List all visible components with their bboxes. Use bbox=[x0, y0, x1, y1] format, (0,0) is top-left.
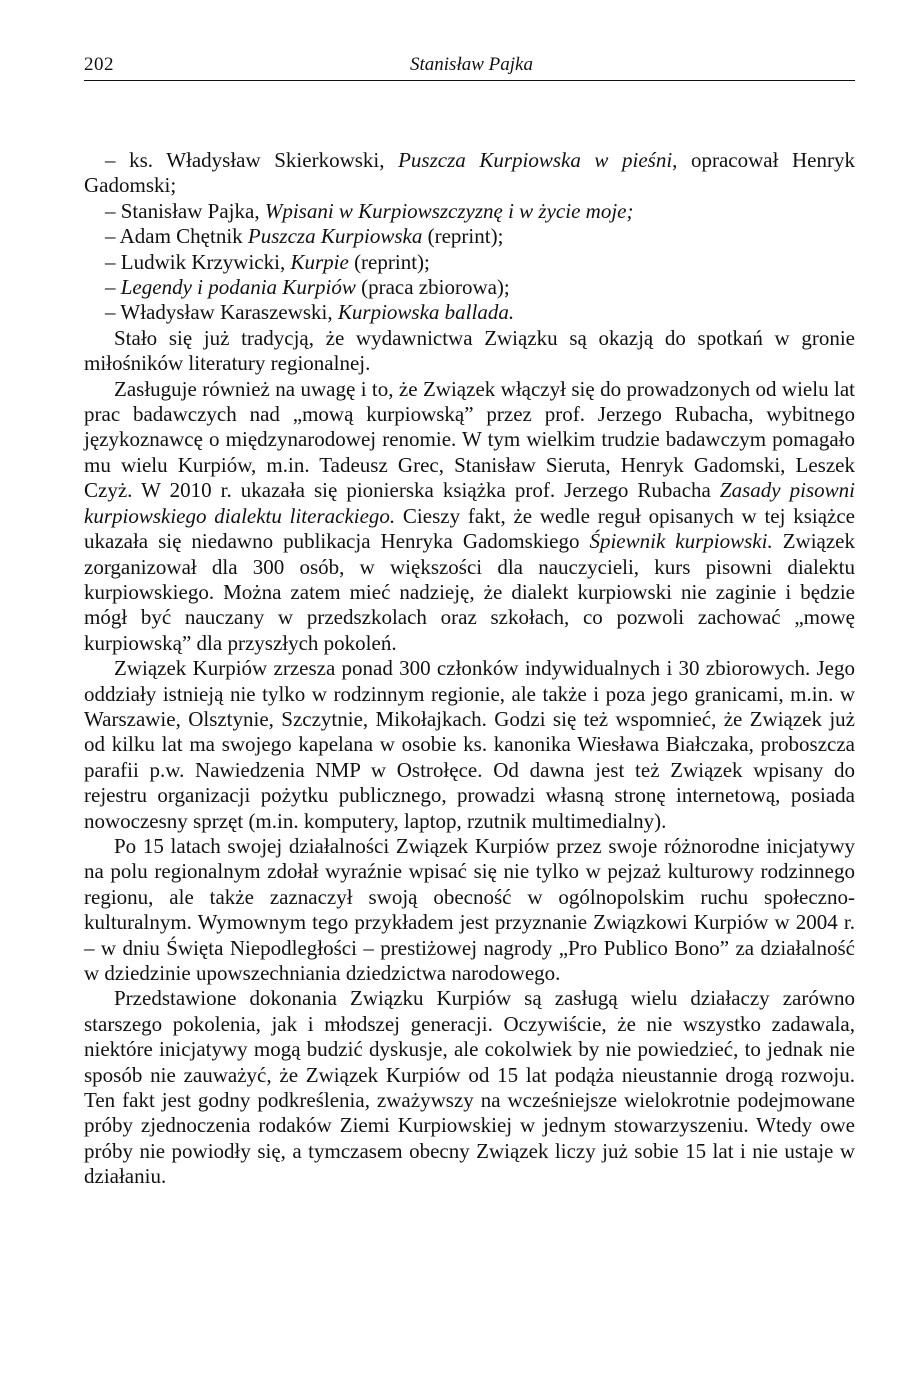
list-item: – Adam Chętnik Puszcza Kurpiowska (reprint); bbox=[105, 224, 504, 249]
paragraph: Stało się już tradycją, że wydawnictwa Związku są okazją do spotkań w gronie miłośników literatury regionalnej. bbox=[84, 325, 855, 376]
list-item: – Ludwik Krzywicki, Kurpie (reprint); bbox=[105, 249, 430, 274]
list-item: – ks. Władysław Skierkowski, Puszcza Kurpiowska w pieśni, opracował Henryk Gadomski; bbox=[84, 148, 855, 198]
page-header bbox=[84, 50, 855, 81]
list-item: – Stanisław Pajka, Wpisani w Kurpiowszczyznę i w życie moje; bbox=[105, 198, 634, 223]
publication-list bbox=[84, 148, 855, 326]
page bbox=[84, 50, 855, 1189]
paragraph: Po 15 latach swojej działalności Związek Kurpiów przez swoje różnorodne inicjatywy na polu regionalnym zdołał wyraźnie wpisać się nie tylko w pejzaż kulturowy rodzinnego regionu, ale także zaznaczył swoją obecność w ogólnopolskim ruchu społeczno-kulturalnym. Wymownym tego przykładem jest przyznanie Związkowi Kurpiów w 2004 r. – w dniu Święta Niepodległości – prestiżowej nagrody „Pro Publico Bono” za działalność w dziedzinie upowszechniania dziedzictwa narodowego. bbox=[84, 833, 855, 985]
article-body bbox=[84, 148, 855, 1190]
paragraph: Zasługuje również na uwagę i to, że Związek włączył się do prowadzonych od wielu lat prac badawczych nad „mową kurpiowską” przez prof. Jerzego Rubacha, wybitnego językoznawcę o międzynarodowej renomie. W tym wielkim trudzie badawczym pomagało mu wielu Kurpiów, m.in. Tadeusz Grec, Stanisław Sieruta, Henryk Gadomski, Leszek Czyż. W 2010 r. ukazała się pionierska książka prof. Jerzego Rubacha Zasady pisowni kurpiowskiego dialektu literackiego. Cieszy fakt, że wedle reguł opisanych w tej książce ukazała się niedawno publikacja Henryka Gadomskiego Śpiewnik kurpiowski. Związek zorganizował dla 300 osób, w większości dla nauczycieli, kurs pisowni dialektu kurpiowskiego. Można zatem mieć nadzieję, że dialekt kurpiowski nie zaginie i będzie mógł być nauczany w przedszkolach oraz szkołach, co pozwoli zachować „mowę kurpiowską” dla przyszłych pokoleń. bbox=[84, 376, 855, 655]
paragraph: Związek Kurpiów zrzesza ponad 300 członków indywidualnych i 30 zbiorowych. Jego oddziały istnieją nie tylko w rodzinnym regionie, ale także i poza jego granicami, m.in. w Warszawie, Olsztynie, Szczytnie, Mikołajkach. Godzi się też wspomnieć, że Związek już od kilku lat ma swojego kapelana w osobie ks. kanonika Wiesława Białczaka, proboszcza parafii p.w. Nawiedzenia NMP w Ostrołęce. Od dawna jest też Związek wpisany do rejestru organizacji pożytku publicznego, prowadzi własną stronę internetową, posiada nowoczesny sprzęt (m.in. komputery, laptop, rzutnik multimedialny). bbox=[84, 656, 855, 833]
list-item: – Władysław Karaszewski, Kurpiowska ballada. bbox=[105, 300, 515, 325]
list-item: – Legendy i podania Kurpiów (praca zbiorowa); bbox=[105, 275, 510, 300]
running-head: Stanisław Pajka bbox=[410, 54, 533, 75]
page-number: 202 bbox=[84, 54, 114, 75]
paragraph: Przedstawione dokonania Związku Kurpiów są zasługą wielu działaczy zarówno starszego pokolenia, jak i młodszej generacji. Oczywiście, że nie wszystko zadawala, niektóre inicjatywy mogą budzić dyskusje, ale cokolwiek by nie powiedzieć, to jednak nie sposób nie zauważyć, że Związek Kurpiów od 15 lat podąża nieustannie drogą rozwoju. Ten fakt jest godny podkreślenia, zważywszy na wcześniejsze wielokrotnie podejmowane próby zjednoczenia rodaków Ziemi Kurpiowskiej w jednym stowarzyszeniu. Wtedy owe próby nie powiodły się, a tymczasem obecny Związek liczy już sobie 15 lat i nie ustaje w działaniu. bbox=[84, 986, 855, 1189]
